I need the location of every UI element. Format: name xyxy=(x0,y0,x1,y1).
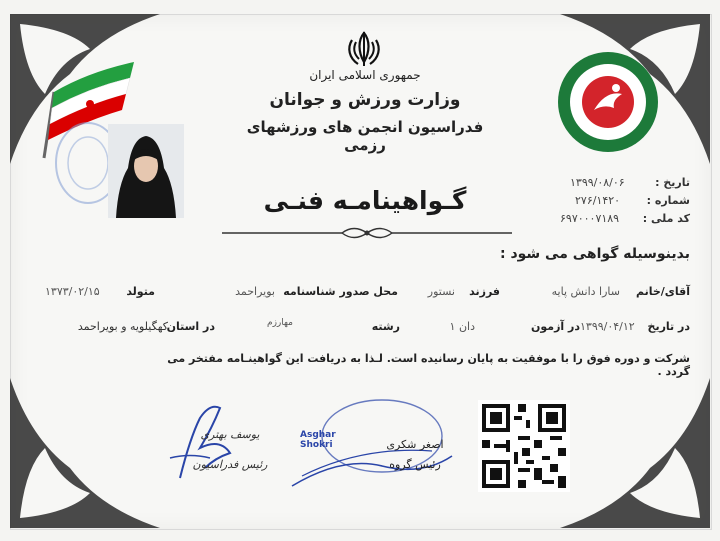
province-label: در استان xyxy=(166,320,215,333)
exam-date: ۱۳۹۹/۰۴/۱۲ xyxy=(580,320,635,333)
number-value: ۲۷۶/۱۴۲۰ xyxy=(575,194,621,207)
group-head-name: اصغر شکری xyxy=(386,438,444,451)
conclusion-text: شرکت و دوره فوق را با موفقیت به پایان رسانیده است. لـذا به دریافت این گواهینـامه مفتخر می گردد . xyxy=(167,352,690,378)
republic-heading: جمهوری اسلامی ایران xyxy=(309,68,421,82)
intro-line: بدینوسیله گواهی می شود : xyxy=(499,246,690,262)
national-id-label: کد ملی : xyxy=(642,212,690,225)
corner-ornament-bottom-left xyxy=(10,378,160,528)
president-signature xyxy=(160,398,270,488)
federation-seal-icon xyxy=(556,50,660,154)
issue-place: بویراحمد xyxy=(235,285,275,298)
child-of-label: فرزند xyxy=(469,285,500,298)
federation-heading: فدراسیون انجمن های ورزشهای رزمی xyxy=(246,118,484,154)
field-label: رشته xyxy=(371,320,400,333)
group-head-title: رئیس گروه xyxy=(389,458,441,471)
born-label: متولد xyxy=(126,285,155,298)
applicant-photo xyxy=(108,124,184,218)
ornamental-divider xyxy=(222,226,512,240)
birth-date: ۱۳۷۳/۰۲/۱۵ xyxy=(45,285,100,298)
iran-emblem-icon xyxy=(344,30,384,70)
national-id-value: ۶۹۷۰۰۰۷۱۸۹ xyxy=(560,212,620,225)
mr-ms-label: آقای/خانم xyxy=(635,285,690,298)
certificate-title: گـواهینامـه فنـی xyxy=(263,186,467,215)
father-name: نستور xyxy=(427,285,455,298)
corner-ornament-bottom-right xyxy=(560,378,710,528)
exam-label: در آزمون xyxy=(530,320,580,333)
province-name: کهگیلویه و بویراحمد xyxy=(77,320,168,333)
field-value: مهارزم xyxy=(267,318,293,328)
person-portrait-icon xyxy=(108,124,184,218)
holder-name: سارا دانش پایه xyxy=(551,285,620,298)
president-title: رئیس فدراسیون xyxy=(192,458,268,471)
qr-code-icon xyxy=(478,400,570,492)
ministry-heading: وزارت ورزش و جوانان xyxy=(269,90,461,110)
issue-place-label: محل صدور شناسنامه xyxy=(283,285,398,298)
dan-label: دان ۱ xyxy=(449,320,475,333)
president-name: یوسف بهتری xyxy=(200,428,260,441)
date-label: تاریخ : xyxy=(655,176,690,189)
date-value: ۱۳۹۹/۰۸/۰۶ xyxy=(570,176,625,189)
on-date-label: در تاریخ xyxy=(647,320,690,333)
number-label: شماره : xyxy=(646,194,690,207)
stamp-text: Asghar Shokri xyxy=(300,430,336,450)
